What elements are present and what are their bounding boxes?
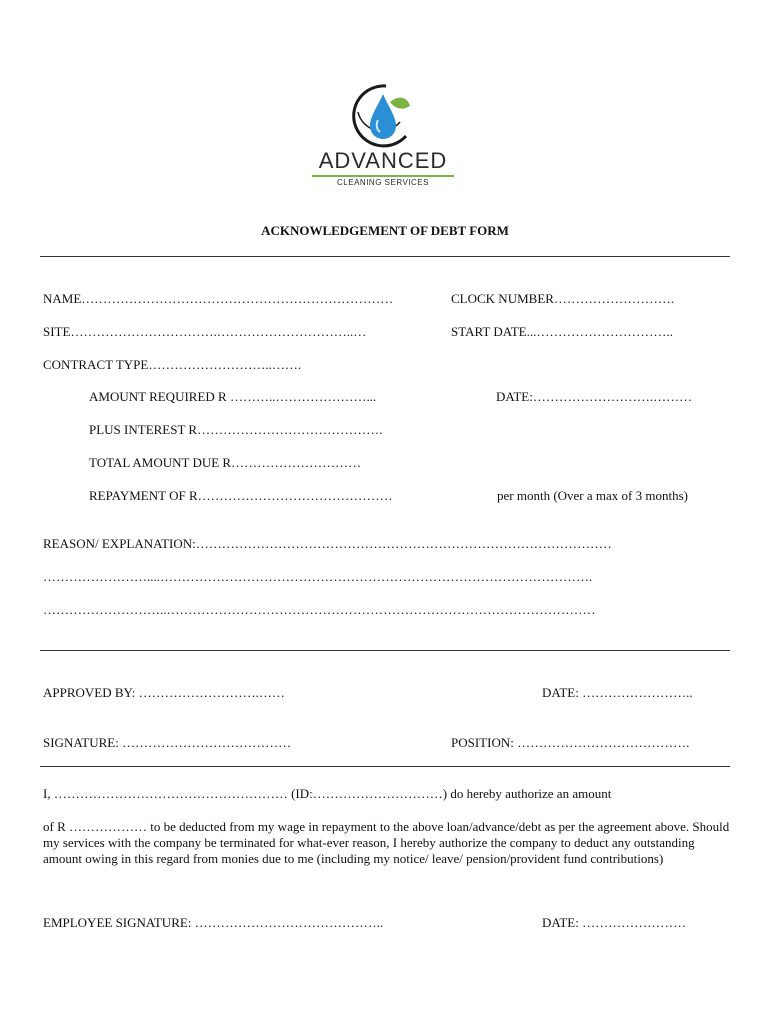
start-date-field[interactable]: START DATE...………………………….. — [451, 324, 673, 339]
divider — [40, 256, 730, 257]
form-title: ACKNOWLEDGEMENT OF DEBT FORM — [261, 223, 509, 238]
amount-required-field[interactable]: AMOUNT REQUIRED R ………..…………………... — [89, 389, 377, 404]
reason-field[interactable]: REASON/ EXPLANATION:…………………………………………………………………………………… — [43, 536, 612, 551]
brand-name: ADVANCED — [318, 148, 448, 173]
approved-by-field[interactable]: APPROVED BY: ……………………….…… — [43, 685, 285, 700]
plus-interest-field[interactable]: PLUS INTEREST R……………………………………. — [89, 422, 383, 437]
authorize-paragraph: of R ……………… to be deducted from my wage in repayment to the above loan/advance/debt as per the agreement above. Should my services with the company be terminated for what-ever reason, I hereby authorize the company to deduct any outstanding amount owing in this regard from monies due to me (including my notice/ leave/ pension/provident fund contributions) — [43, 819, 730, 866]
date-field[interactable]: DATE:……………………….……… — [496, 389, 693, 404]
clock-number-field[interactable]: CLOCK NUMBER………………………. — [451, 291, 675, 306]
reason-line-2[interactable]: ……………………....………………………………………………………………………………………. — [43, 569, 593, 584]
brand-tagline: CLEANING SERVICES — [337, 178, 429, 187]
signature-field[interactable]: SIGNATURE: ………………………………… — [43, 735, 292, 750]
authorize-line[interactable]: I, ……………………………………………… (ID:…………………………) do hereby authorize an amount — [43, 786, 612, 801]
per-month-note: per month (Over a max of 3 months) — [497, 488, 688, 503]
employee-signature-field[interactable]: EMPLOYEE SIGNATURE: …………………………………….. — [43, 915, 384, 930]
divider — [40, 766, 730, 767]
reason-line-3[interactable]: ………………………..……………………………………………………………………………………… — [43, 602, 596, 617]
total-amount-due-field[interactable]: TOTAL AMOUNT DUE R………………………… — [89, 455, 362, 470]
name-field[interactable]: NAME……………………………………………………………… — [43, 291, 394, 306]
company-logo — [308, 82, 458, 187]
contract-type-field[interactable]: CONTRACT TYPE………………………..……. — [43, 357, 302, 372]
position-field[interactable]: POSITION: …………………………………. — [451, 735, 690, 750]
repayment-field[interactable]: REPAYMENT OF R……………………………………… — [89, 488, 393, 503]
brand-underline — [312, 175, 454, 177]
employee-date-field[interactable]: DATE: …………………… — [542, 915, 687, 930]
divider — [40, 650, 730, 651]
approved-date-field[interactable]: DATE: …………………….. — [542, 685, 693, 700]
site-field[interactable]: SITE…………………………….…………………………..… — [43, 324, 367, 339]
